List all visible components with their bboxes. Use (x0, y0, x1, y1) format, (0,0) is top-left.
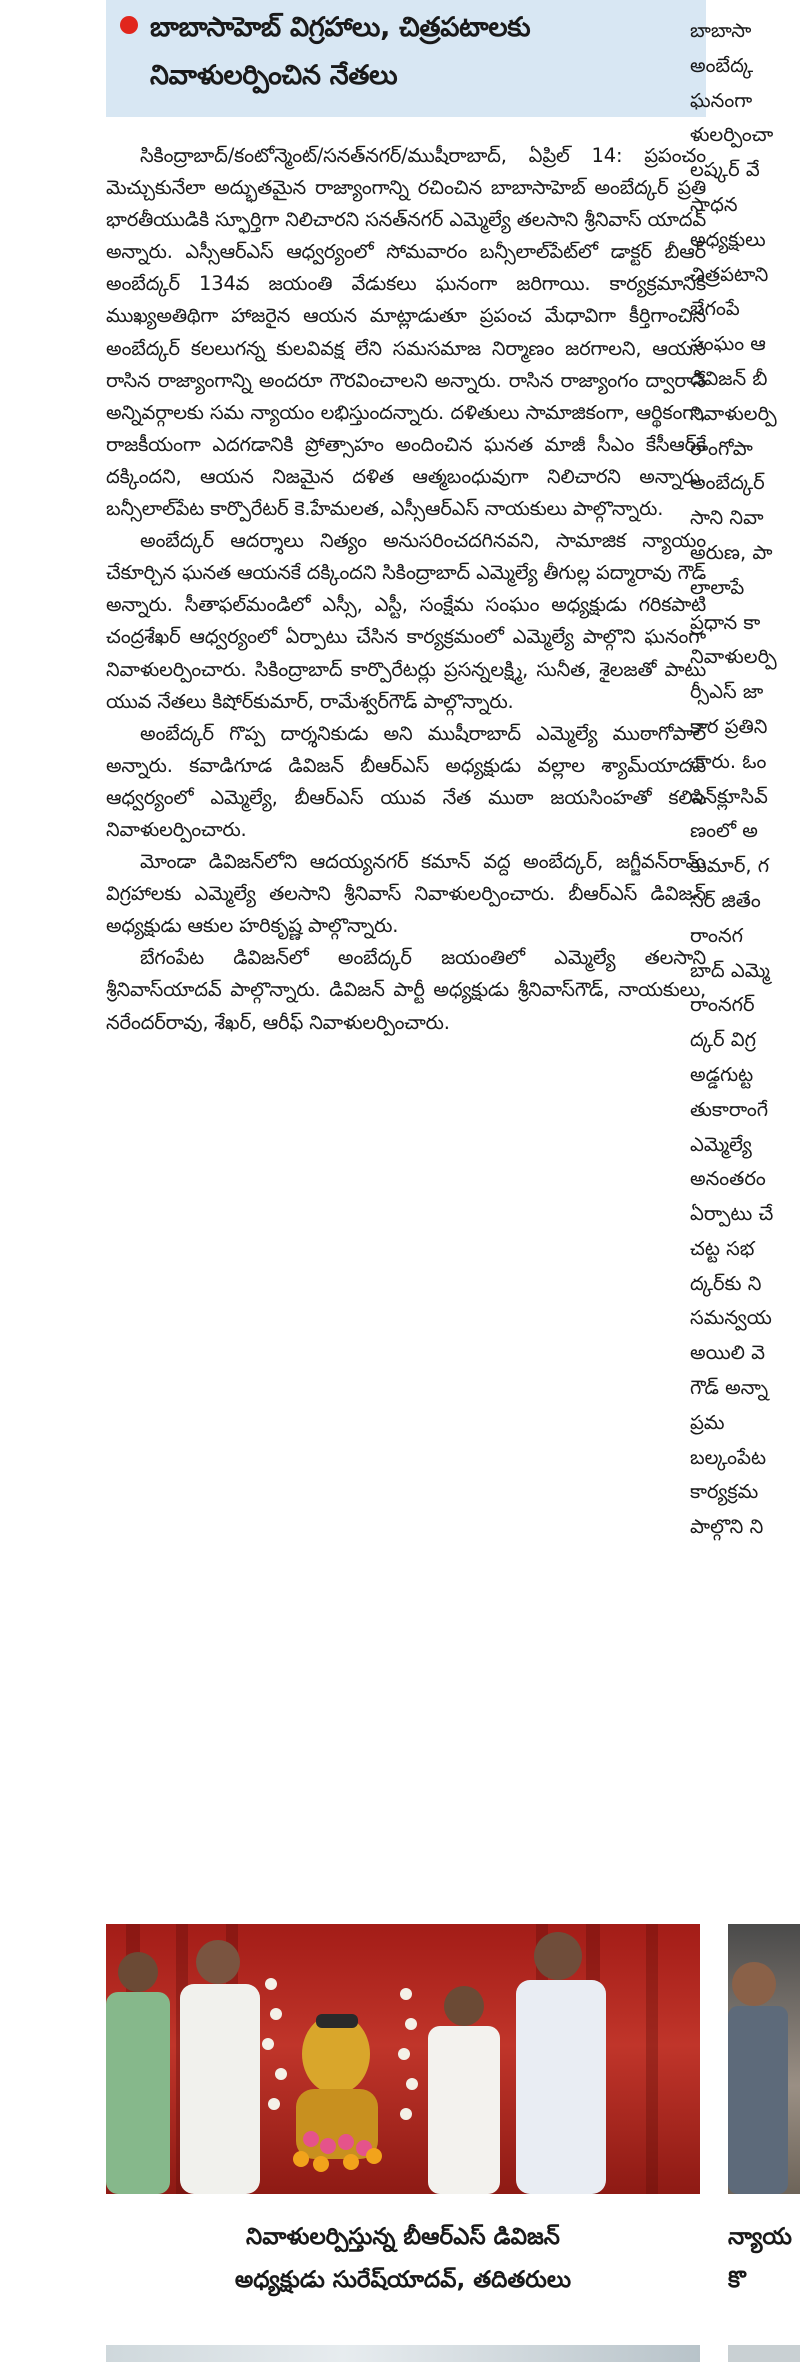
adjacent-column-line: నివాళులర్పి (690, 401, 777, 425)
article-paragraph: మోండా డివిజన్‌లోని ఆదయ్యనగర్ కమాన్ వద్ద అంబేద్కర్, జగ్జీవన్‌రామ్ విగ్రహాలకు ఎమ్మెల్యే తలసాని శ్రీనివాస్ నివాళులర్పించారు. బీఆర్ఎస్ డివిజన్ అధ్యక్షుడు ఆకుల హరికృష్ణ పాల్గొన్నారు. (106, 850, 706, 938)
adjacent-column-line: అధ్యక్షులు (690, 227, 766, 251)
article-paragraph: సికింద్రాబాద్/కంటోన్మెంట్/సనత్‌నగర్/ముషీరాబాద్, ఏప్రిల్ 14: ప్రపంచం మెచ్చుకునేలా అద్భుతమైన రాజ్యాంగాన్ని రచించిన బాబాసాహెబ్ అంబేద్కర్ ప్రతి భారతీయుడికి స్ఫూర్తిగా నిలిచారని సనత్‌నగర్ ఎమ్మెల్యే తలసాని శ్రీనివాస్ యాదవ్ అన్నారు. ఎస్సీఆర్ఎస్ ఆధ్వర్యంలో సోమవారం బన్సీలాల్‌పేట్‌లో డాక్టర్ బీఆర్ అంబేద్కర్ 134వ జయంతి వేడుకలు ఘనంగా జరిగాయి. కార్యక్రమానికి ముఖ్యఅతిథిగా హాజరైన ఆయన మాట్లాడుతూ ప్రపంచ మేధావిగా కీర్తిగాంచిన అంబేద్కర్ కలలుగన్న కులవివక్ష లేని సమసమాజ నిర్మాణం జరగాలని, ఆయన రాసిన రాజ్యాంగాన్ని అందరూ గౌరవించాలని అన్నారు. రాసిన రాజ్యాంగం ద్వారానే అన్నివర్గాలకు సమ న్యాయం లభిస్తుందన్నారు. దళితులు సామాజికంగా, ఆర్థికంగా, రాజకీయంగా ఎదగడానికి ప్రోత్సాహం అందించిన ఘనత మాజీ సీఎం కేసీఆర్‌కే దక్కిందని, ఆయన నిజమైన దళిత ఆత్మబంధువుగా నిలిచారని అన్నారు. బన్సీలాల్‌పేట కార్పొరేటర్ కె.హేమలత, ఎస్సీఆర్ఎస్ నాయకులు పాల్గొన్నారు. (106, 144, 706, 521)
photo-caption-line-1: నివాళులర్పిస్తున్న బీఆర్ఎస్ డివిజన్ (246, 2224, 560, 2250)
adjacent-column-line: చట్ట సభ (690, 1236, 755, 1260)
adjacent-column-line: రాంగోపా (690, 436, 753, 460)
adjacent-column-line: అడ్డగుట్ట (690, 1062, 754, 1086)
adjacent-column-lines (690, 14, 777, 1545)
adjacent-column-line: కార ప్రతిని (690, 714, 768, 738)
adjacent-column-line: సాని నివా (690, 506, 764, 530)
adjacent-column-line: బల్కంపేట (690, 1445, 766, 1469)
adjacent-column-line: ప్రమ (690, 1410, 725, 1434)
photo-adjacent-illustration (728, 1924, 800, 2194)
headline-line-1 (120, 4, 692, 52)
article-paragraph: అంబేద్కర్ ఆదర్శాలు నిత్యం అనుసరించదగినవని, సామాజిక న్యాయం చేకూర్చిన ఘనత ఆయనకే దక్కిందని సికింద్రాబాద్ ఎమ్మెల్యే తీగుల్ల పద్మారావు గౌడ్ అన్నారు. సీతాఫల్‌మండిలో ఎస్సీ, ఎస్టీ, సంక్షేమ సంఘం అధ్యక్షుడు గరికపాటి చంద్రశేఖర్ ఆధ్వర్యంలో ఏర్పాటు చేసిన కార్యక్రమంలో ఎమ్మెల్యే పాల్గొని ఘనంగా నివాళులర్పించారు. సికింద్రాబాద్ కార్పొరేటర్లు ప్రసన్నలక్ష్మి, సునీత, శైలజతో పాటు యువ నేతలు కిషోర్‌కుమార్, రామేశ్వర్‌గౌడ్ పాల్గొన్నారు. (106, 529, 706, 713)
adjacent-column-line: సాధన (690, 192, 738, 216)
adjacent-column-line: రాంనగర్‌ (690, 993, 755, 1017)
photo-ambedkar-tribute (106, 1924, 700, 2194)
adjacent-column-line: కుమార్, గ (690, 854, 770, 878)
adjacent-column-line: సమన్వయ (690, 1306, 772, 1330)
adjacent-column-line: ఏర్పాటు చే (690, 1202, 774, 1226)
adjacent-column-line: నివాళులర్పి (690, 645, 777, 669)
adjacent-column-line: అరుణ, పా (690, 540, 773, 564)
adjacent-column-line: డివిజన్ బీ (690, 366, 768, 390)
adjacent-column-line: బాద్ ఎమ్మె (690, 958, 770, 982)
adjacent-column-line: అయిలి వె (690, 1341, 766, 1365)
adjacent-column-line: అనంతరం (690, 1167, 766, 1191)
adjacent-column-line: సంఘం ఆ (690, 332, 766, 356)
adjacent-column-line: బాబాసా (690, 19, 752, 42)
next-photo-strip (106, 2345, 700, 2362)
adjacent-column-line: తుకారాంగే (690, 1097, 769, 1121)
adjacent-column-line: కార్యక్రమ (690, 1480, 759, 1504)
adjacent-column-line: ఎమ్మెల్యే (690, 1132, 752, 1156)
adjacent-column-line: పాల్గొని ని (690, 1515, 764, 1539)
photo-caption (106, 2216, 700, 2302)
adjacent-column-line: ర్సీఎస్ జా (690, 680, 764, 704)
adjacent-column-line: చారు. ఓం (690, 749, 767, 773)
adjacent-column-line: ఇన్‌క్లూసివ్ (690, 784, 768, 808)
adjacent-column-line: అంబేద్క (690, 53, 754, 77)
adjacent-column-line: గౌడ్ అన్నా (690, 1376, 769, 1400)
adjacent-column-line: లష్కర్ వే (690, 158, 760, 182)
adjacent-column-line: అంబేద్కర్ (690, 471, 765, 495)
headline-text-2: నివాళులర్పించిన నేతలు (150, 60, 398, 91)
adjacent-column-line: లాలాపే (690, 575, 745, 599)
article-paragraph: బేగంపేట డివిజన్‌లో అంబేద్కర్ జయంతిలో ఎమ్మెల్యే తలసాని శ్రీనివాస్‌యాదవ్ పాల్గొన్నారు. డివిజన్ పార్టీ అధ్యక్షుడు శ్రీనివాస్‌గౌడ్, నాయకులు, నరేందర్‌రావు, శేఖర్, ఆరీఫ్ నివాళులర్పించారు. (106, 946, 706, 1034)
adjacent-column-line: రాంనగ (690, 923, 744, 947)
adjacent-column-line: ళులర్పించా (690, 123, 774, 147)
headline-text-1: బాబాసాహెబ్ విగ్రహాలు, చిత్రపటాలకు (150, 12, 531, 43)
photo-adjacent-caption (728, 2216, 800, 2302)
bullet-dot-icon (120, 16, 138, 34)
photo-illustration (106, 1924, 700, 2194)
article-paragraph: అంబేద్కర్ గొప్ప దార్శనికుడు అని ముషీరాబాద్ ఎమ్మెల్యే ముఠాగోపాల్ అన్నారు. కవాడిగూడ డివిజన్ బీఆర్ఎస్ అధ్యక్షుడు వల్లాల శ్యామ్‌యాదవ్ ఆధ్వర్యంలో ఎమ్మెల్యే, బీఆర్ఎస్ యువ నేత ముఠా జయసింహతో కలిసి నివాళులర్పించారు. (106, 721, 706, 841)
photo-adjacent-caption-line-2: కొ (728, 2267, 746, 2293)
article-body (106, 140, 706, 1039)
headline-box (106, 0, 706, 117)
adjacent-column-line: సర్ జితేం (690, 888, 761, 912)
adjacent-column-line: ద్కర్‌కు ని (690, 1271, 762, 1295)
adjacent-column-line: ప్రధాన కా (690, 610, 761, 634)
next-photo-strip-adjacent (728, 2345, 800, 2362)
adjacent-column-line: బేగంపే (690, 297, 740, 321)
adjacent-column-line: ణంలో అ (690, 819, 758, 843)
photo-adjacent (728, 1924, 800, 2194)
photo-adjacent-caption-line-1: న్యాయ (728, 2224, 793, 2250)
adjacent-column-line: చిత్రపటాని (690, 262, 769, 286)
adjacent-column-line: ఘనంగా (690, 88, 753, 112)
photo-caption-line-2: అధ్యక్షుడు సురేష్‌యాదవ్, తదితరులు (234, 2267, 572, 2293)
adjacent-column-line: ద్కర్ విగ్ర (690, 1028, 757, 1052)
